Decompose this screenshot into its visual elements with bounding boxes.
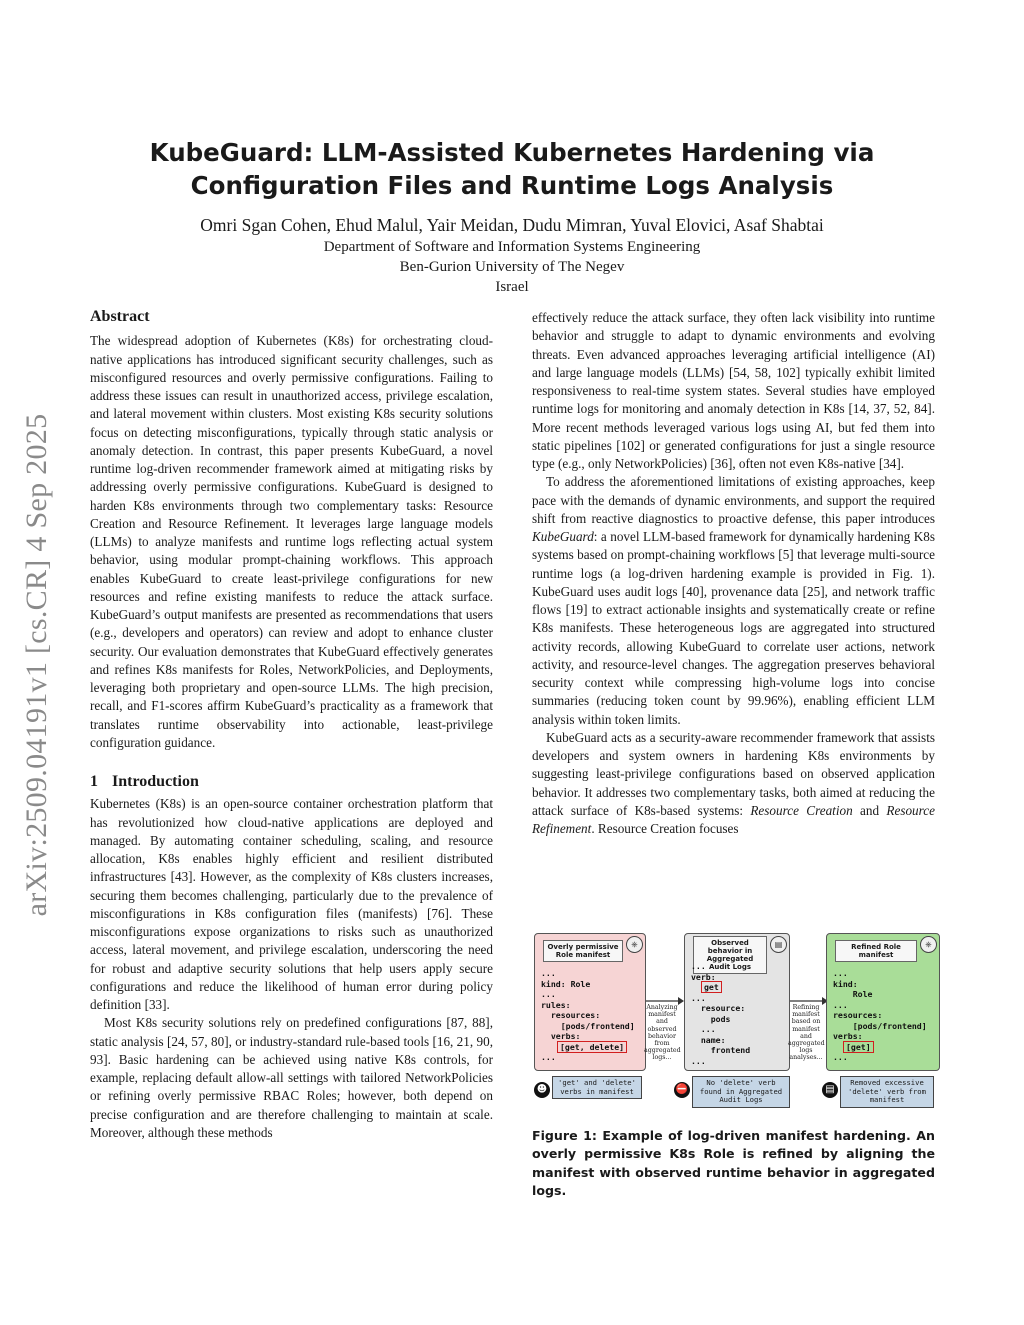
note-manifest-verbs: 'get' and 'delete' verbs in manifest (552, 1076, 642, 1099)
right-paragraph-1: effectively reduce the attack surface, they often lack visibility into runtime behavior and struggle to adapt to dynamic environments and evolving threats. Even advanced approaches leveraging artificial intelligence (AI) and large language models (LLMs) [54, 58, 102] typically exhibit limited responsiveness to real-time system states. Several studies have employed runtime logs for monitoring and anomaly detection in K8s [14, 37, 52, 84]. More recent methods leveraged various logs using AI, but fed them into static pipelines [102] or generated configurations for just a single resource type (e.g., only NetworkPolicies) [36], often not even K8s-native [34]. (532, 310, 935, 471)
kubernetes-seal-icon: ⎈ (920, 936, 937, 953)
affiliation-country: Israel (495, 279, 529, 295)
resource-refinement-emphasis: Resource Refinement (532, 802, 935, 836)
abstract-text: The widespread adoption of Kubernetes (K8s) for orchestrating cloud-native applications has introduced significant security challenges, such as misconfigured resources and overly permissive configurations. Failing to address these issues can result in unauthorized access, privilege escalation, and lateral movement within clusters. Most existing K8s security solutions focus on detecting misconfigurations, typically through static analysis or anomaly detection. In contrast, this paper presents KubeGuard, a novel runtime log-driven recommender framework aimed at mitigating risks by addressing overly permissive configurations. KubeGuard is designed to harden K8s environments through two complementary tasks: Resource Creation and Resource Refinement. It leverages large language models (LLMs) to analyze manifests and runtime logs reflecting actual system behavior, using modular prompt-chaining workflows. This approach enables KubeGuard to create least-privilege configurations for new resources and refine existing manifests to reduce the attack surface. KubeGuard’s output manifests are presented as recommendations that users (e.g., developers and operators) can review and adopt to enhance cluster security. Our evaluation demonstrates that KubeGuard effectively generates and refines K8s manifests for Roles, NetworkPolicies, and Deployments, leveraging both proprietary and open-source LLMs. The high precision, recall, and F1-scores affirm KubeGuard’s practicality as a framework that translates runtime observability into actionable, least-privilege configuration guidance. (90, 333, 493, 750)
no-entry-icon: ⛔ (674, 1082, 690, 1098)
title-line-1: KubeGuard: LLM-Assisted Kubernetes Hardening via (149, 138, 875, 167)
intro-section-title: Introduction (112, 773, 199, 790)
panel3-highlight: [get] (843, 1041, 874, 1053)
arxiv-stamp (14, 380, 60, 950)
arrow1-icon (644, 996, 684, 1006)
right-p3-part-b: . Resource Creation focuses (591, 821, 739, 836)
affiliation-university: Ben-Gurion University of The Negev (399, 259, 625, 275)
panel1-code-pre: ... kind: Role ... rules: resources: [pods/frontend] verbs: (541, 968, 635, 1041)
kubeguard-emphasis: KubeGuard (532, 529, 594, 544)
right-column (532, 309, 935, 838)
arrow1-label: Analyzing manifest and observed behavior from aggregated logs... (644, 1004, 681, 1062)
left-column (90, 308, 493, 1142)
figure-1 (532, 928, 942, 1113)
right-p2-part-b: : a novel LLM-based framework for dynamically hardening K8s systems based on prompt-chaining workflows [5] that leverage multi-source runtime logs (a log-driven hardening example is provided in Fig. 1). KubeGuard uses audit logs [40], provenance data [25], and network traffic flows [19] to extract actionable insights and systematically create or refine K8s manifests. These heterogeneous logs are aggregated into structured activity records, allowing KubeGuard to correlate user actions, network activity, and resource-level changes. The aggregation preserves behavioral security context while compressing high-volume logs into concise summaries (reducing token count by 99.96%), enabling efficient LLM analysis within token limits. (532, 529, 935, 727)
panel1-highlight: [get, delete] (557, 1041, 627, 1053)
document-icon: ▤ (822, 1082, 838, 1098)
intro-heading (90, 773, 493, 791)
kubernetes-seal-icon: ⎈ (626, 936, 643, 953)
paper-title (100, 136, 924, 202)
panel2-code-post: ... resource: pods ... name: frontend ... (691, 992, 751, 1066)
arrow2-icon (788, 996, 828, 1006)
panel1-title: Overly permissive Role manifest (543, 940, 623, 962)
right-p2-part-a: To address the aforementioned limitations of existing approaches, keep pace with the demands of dynamic environments, and support the required shift from reactive diagnostics to proactive defense, this paper introduces (532, 474, 935, 526)
right-paragraph-2 (532, 473, 935, 729)
resource-creation-emphasis: Resource Creation (750, 802, 853, 818)
intro-section-number: 1 (90, 773, 98, 790)
right-paragraph-3 (532, 729, 935, 839)
authors: Omri Sgan Cohen, Ehud Malul, Yair Meidan, Dudu Mimran, Yuval Elovici, Asaf Shabtai (200, 215, 824, 235)
panel1-code-post: ... (541, 1052, 556, 1062)
panel3-code-pre: ... kind: Role ... resources: [pods/frontend] verbs: (833, 968, 927, 1041)
title-line-2: Configuration Files and Runtime Logs Analysis (190, 171, 834, 200)
panel3-code-post: ... (833, 1052, 848, 1062)
intro-paragraph-1: Kubernetes (K8s) is an open-source container orchestration platform that has revolutionized how cloud-native applications are deployed and managed. By automating container scheduling, scaling, and resource allocation, K8s enables highly efficient and resilient distributed infrastructures [43]. However, as the complexity of K8s clusters increases, securing them becomes challenging, particularly due to the prevalence of misconfigurations in K8s configuration files (manifests) [76]. These misconfigurations expose organizations to risks such as unauthorized access, lateral movement, and privilege escalation, underscoring the need for robust and adaptive security solutions that help users apply secure configurations and reduce the likelihood of human error during policy definition [33]. (90, 796, 493, 1012)
right-p3-part-a: KubeGuard acts as a security-aware recommender framework that assists developers and system owners in hardening K8s environments by suggesting least-privilege configurations based on observed application behavior. It addresses two complementary tasks, both aimed at reducing the attack surface of K8s-based systems: (532, 729, 935, 818)
note-no-delete-found: No 'delete' verb found in Aggregated Audit Logs (692, 1076, 790, 1108)
panel2-code (691, 961, 750, 1066)
log-document-icon: ▤ (770, 936, 787, 953)
abstract-heading: Abstract (90, 308, 150, 325)
panel1-code (541, 968, 635, 1063)
arxiv-stamp-text: arXiv:2509.04191v1 [cs.CR] 4 Sep 2025 (20, 413, 53, 917)
panel-refined-role (826, 933, 940, 1071)
panel2-highlight: get (701, 981, 722, 993)
note-removed-delete: Removed excessive 'delete' verb from manifest (840, 1076, 934, 1108)
right-p3-and: and (852, 802, 887, 818)
panel-observed-behavior (684, 933, 790, 1071)
user-icon: ☻ (534, 1082, 550, 1098)
affiliation-department: Department of Software and Information Systems Engineering (323, 239, 701, 255)
figure-1-caption: Figure 1: Example of log-driven manifest hardening. An overly permissive K8s Role is refined by aligning the manifest with observed runtime behavior in aggregated logs. (532, 1128, 935, 1199)
panel3-title: Refined Role manifest (835, 940, 917, 962)
panel2-code-pre: ... verb: (691, 961, 716, 982)
panel2-title: Observed behavior in Aggregated Audit Logs (693, 936, 767, 974)
panel3-code (833, 968, 927, 1063)
arrow2-label: Refining manifest based on manifest and aggregated logs analyses... (788, 1004, 825, 1062)
intro-paragraph-2: Most K8s security solutions rely on predefined configurations [87, 88], static analysis [24, 57, 80], or industry-standard rule-based tools [16, 21, 90, 93]. Basic hardening can be achieved using native K8s controls, for example, replacing default allow-all settings with tailored NetworkPolicies or refining overly permissive RBAC Roles; however, both depend on precise configuration and are therefore challenging to maintain at scale. Moreover, although these methods (90, 1015, 493, 1140)
panel-overly-permissive-role (534, 933, 646, 1071)
